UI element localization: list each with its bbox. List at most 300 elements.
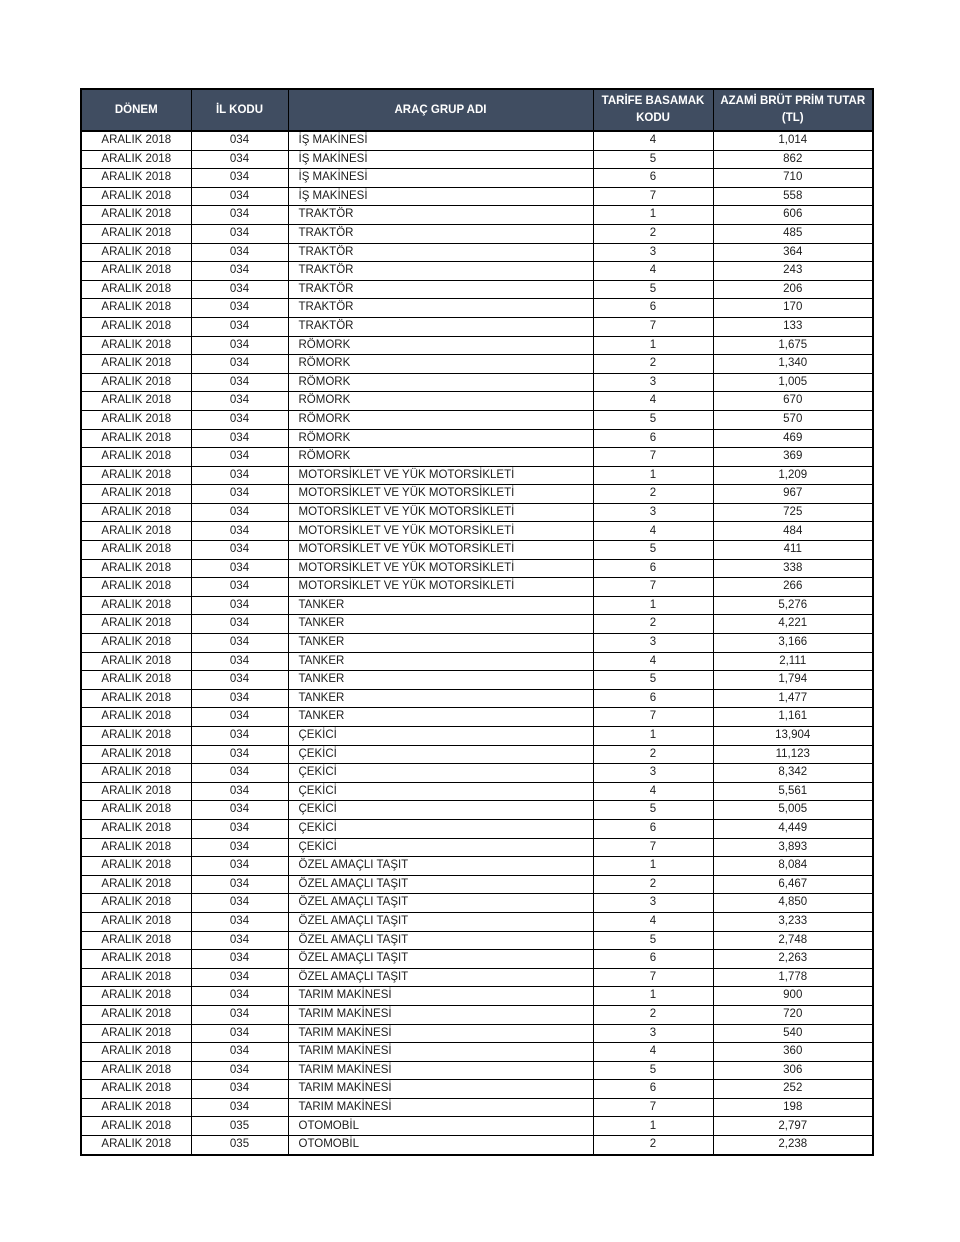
cell-donem: ARALIK 2018 <box>81 857 191 876</box>
table-row <box>81 1061 873 1080</box>
cell-tarife_basamak_kodu: 1 <box>593 1117 713 1136</box>
cell-tarife_basamak_kodu: 6 <box>593 819 713 838</box>
table-row <box>81 1117 873 1136</box>
cell-arac_grup_adi: TANKER <box>288 708 593 727</box>
table-row <box>81 671 873 690</box>
cell-il_kodu: 034 <box>191 559 288 578</box>
cell-donem: ARALIK 2018 <box>81 764 191 783</box>
cell-tarife_basamak_kodu: 3 <box>593 764 713 783</box>
table-row <box>81 410 873 429</box>
cell-il_kodu: 034 <box>191 466 288 485</box>
cell-azami_brut_prim_tutar: 206 <box>713 280 873 299</box>
cell-arac_grup_adi: TARIM MAKİNESİ <box>288 1080 593 1099</box>
table-row <box>81 206 873 225</box>
table-row <box>81 764 873 783</box>
cell-donem: ARALIK 2018 <box>81 1098 191 1117</box>
cell-arac_grup_adi: ÖZEL AMAÇLI TAŞIT <box>288 894 593 913</box>
header-cell-azami-brut-prim-tutar <box>713 89 873 131</box>
cell-donem: ARALIK 2018 <box>81 429 191 448</box>
cell-il_kodu: 034 <box>191 857 288 876</box>
cell-tarife_basamak_kodu: 3 <box>593 634 713 653</box>
cell-tarife_basamak_kodu: 3 <box>593 1024 713 1043</box>
cell-tarife_basamak_kodu: 3 <box>593 503 713 522</box>
cell-azami_brut_prim_tutar: 2,238 <box>713 1136 873 1155</box>
cell-tarife_basamak_kodu: 5 <box>593 150 713 169</box>
cell-il_kodu: 034 <box>191 373 288 392</box>
table-row <box>81 912 873 931</box>
cell-tarife_basamak_kodu: 6 <box>593 429 713 448</box>
cell-arac_grup_adi: TARIM MAKİNESİ <box>288 1098 593 1117</box>
cell-arac_grup_adi: TRAKTÖR <box>288 206 593 225</box>
cell-arac_grup_adi: İŞ MAKİNESİ <box>288 131 593 150</box>
cell-donem: ARALIK 2018 <box>81 280 191 299</box>
cell-arac_grup_adi: ÖZEL AMAÇLI TAŞIT <box>288 968 593 987</box>
cell-donem: ARALIK 2018 <box>81 150 191 169</box>
cell-arac_grup_adi: TRAKTÖR <box>288 243 593 262</box>
table-row <box>81 280 873 299</box>
cell-azami_brut_prim_tutar: 670 <box>713 392 873 411</box>
cell-il_kodu: 034 <box>191 689 288 708</box>
cell-tarife_basamak_kodu: 3 <box>593 894 713 913</box>
cell-arac_grup_adi: RÖMORK <box>288 392 593 411</box>
cell-arac_grup_adi: MOTORSİKLET VE YÜK MOTORSİKLETİ <box>288 559 593 578</box>
table-row <box>81 894 873 913</box>
cell-donem: ARALIK 2018 <box>81 671 191 690</box>
cell-donem: ARALIK 2018 <box>81 243 191 262</box>
cell-tarife_basamak_kodu: 1 <box>593 857 713 876</box>
cell-donem: ARALIK 2018 <box>81 299 191 318</box>
table-row <box>81 578 873 597</box>
cell-tarife_basamak_kodu: 1 <box>593 727 713 746</box>
cell-arac_grup_adi: RÖMORK <box>288 355 593 374</box>
header-label-tarife-basamak: TARİFE BASAMAK <box>601 95 705 108</box>
table-row <box>81 819 873 838</box>
cell-il_kodu: 034 <box>191 838 288 857</box>
cell-donem: ARALIK 2018 <box>81 541 191 560</box>
tariff-table <box>80 88 874 1156</box>
header-cell-il-kodu <box>191 89 288 131</box>
cell-arac_grup_adi: ÇEKİCİ <box>288 801 593 820</box>
table-row <box>81 801 873 820</box>
cell-il_kodu: 034 <box>191 243 288 262</box>
cell-il_kodu: 034 <box>191 541 288 560</box>
cell-azami_brut_prim_tutar: 720 <box>713 1005 873 1024</box>
cell-azami_brut_prim_tutar: 1,340 <box>713 355 873 374</box>
table-row <box>81 448 873 467</box>
cell-arac_grup_adi: TRAKTÖR <box>288 317 593 336</box>
cell-azami_brut_prim_tutar: 4,449 <box>713 819 873 838</box>
cell-tarife_basamak_kodu: 1 <box>593 336 713 355</box>
cell-arac_grup_adi: RÖMORK <box>288 429 593 448</box>
table-row <box>81 1080 873 1099</box>
cell-azami_brut_prim_tutar: 1,005 <box>713 373 873 392</box>
header-cell-donem <box>81 89 191 131</box>
cell-donem: ARALIK 2018 <box>81 894 191 913</box>
cell-azami_brut_prim_tutar: 5,005 <box>713 801 873 820</box>
cell-tarife_basamak_kodu: 4 <box>593 652 713 671</box>
cell-arac_grup_adi: TARIM MAKİNESİ <box>288 1024 593 1043</box>
cell-il_kodu: 034 <box>191 708 288 727</box>
table-row <box>81 373 873 392</box>
cell-il_kodu: 034 <box>191 950 288 969</box>
table-row <box>81 1005 873 1024</box>
cell-arac_grup_adi: ÇEKİCİ <box>288 838 593 857</box>
cell-il_kodu: 034 <box>191 429 288 448</box>
cell-donem: ARALIK 2018 <box>81 1005 191 1024</box>
cell-tarife_basamak_kodu: 1 <box>593 596 713 615</box>
cell-azami_brut_prim_tutar: 2,797 <box>713 1117 873 1136</box>
cell-azami_brut_prim_tutar: 710 <box>713 169 873 188</box>
cell-il_kodu: 034 <box>191 875 288 894</box>
table-row <box>81 838 873 857</box>
cell-donem: ARALIK 2018 <box>81 224 191 243</box>
cell-arac_grup_adi: TRAKTÖR <box>288 280 593 299</box>
table-row <box>81 931 873 950</box>
cell-tarife_basamak_kodu: 6 <box>593 689 713 708</box>
cell-donem: ARALIK 2018 <box>81 578 191 597</box>
cell-azami_brut_prim_tutar: 1,477 <box>713 689 873 708</box>
cell-arac_grup_adi: MOTORSİKLET VE YÜK MOTORSİKLETİ <box>288 541 593 560</box>
cell-tarife_basamak_kodu: 7 <box>593 708 713 727</box>
cell-il_kodu: 034 <box>191 652 288 671</box>
cell-azami_brut_prim_tutar: 469 <box>713 429 873 448</box>
cell-donem: ARALIK 2018 <box>81 131 191 150</box>
cell-tarife_basamak_kodu: 2 <box>593 875 713 894</box>
cell-arac_grup_adi: OTOMOBİL <box>288 1117 593 1136</box>
cell-tarife_basamak_kodu: 5 <box>593 410 713 429</box>
cell-tarife_basamak_kodu: 1 <box>593 987 713 1006</box>
cell-arac_grup_adi: TANKER <box>288 634 593 653</box>
header-label-azami-brut-prim-tutar: AZAMİ BRÜT PRİM TUTAR <box>720 95 866 108</box>
cell-il_kodu: 034 <box>191 522 288 541</box>
cell-azami_brut_prim_tutar: 243 <box>713 262 873 281</box>
cell-il_kodu: 034 <box>191 615 288 634</box>
table-row <box>81 299 873 318</box>
cell-arac_grup_adi: TANKER <box>288 615 593 634</box>
cell-arac_grup_adi: TARIM MAKİNESİ <box>288 1043 593 1062</box>
table-row <box>81 968 873 987</box>
cell-arac_grup_adi: TARIM MAKİNESİ <box>288 1005 593 1024</box>
cell-arac_grup_adi: İŞ MAKİNESİ <box>288 169 593 188</box>
cell-arac_grup_adi: RÖMORK <box>288 448 593 467</box>
cell-arac_grup_adi: OTOMOBİL <box>288 1136 593 1155</box>
cell-arac_grup_adi: ÖZEL AMAÇLI TAŞIT <box>288 875 593 894</box>
table-row <box>81 950 873 969</box>
cell-azami_brut_prim_tutar: 606 <box>713 206 873 225</box>
cell-azami_brut_prim_tutar: 1,161 <box>713 708 873 727</box>
cell-tarife_basamak_kodu: 2 <box>593 355 713 374</box>
cell-il_kodu: 034 <box>191 1061 288 1080</box>
table-row <box>81 727 873 746</box>
cell-azami_brut_prim_tutar: 862 <box>713 150 873 169</box>
cell-il_kodu: 034 <box>191 745 288 764</box>
cell-arac_grup_adi: TRAKTÖR <box>288 224 593 243</box>
cell-azami_brut_prim_tutar: 338 <box>713 559 873 578</box>
cell-tarife_basamak_kodu: 5 <box>593 280 713 299</box>
cell-il_kodu: 034 <box>191 819 288 838</box>
cell-il_kodu: 034 <box>191 1098 288 1117</box>
cell-donem: ARALIK 2018 <box>81 727 191 746</box>
table-row <box>81 875 873 894</box>
cell-arac_grup_adi: ÇEKİCİ <box>288 745 593 764</box>
table-row <box>81 1098 873 1117</box>
table-row <box>81 596 873 615</box>
cell-donem: ARALIK 2018 <box>81 689 191 708</box>
cell-donem: ARALIK 2018 <box>81 819 191 838</box>
cell-tarife_basamak_kodu: 2 <box>593 745 713 764</box>
cell-il_kodu: 034 <box>191 596 288 615</box>
cell-il_kodu: 034 <box>191 150 288 169</box>
cell-azami_brut_prim_tutar: 485 <box>713 224 873 243</box>
cell-azami_brut_prim_tutar: 369 <box>713 448 873 467</box>
cell-arac_grup_adi: TRAKTÖR <box>288 262 593 281</box>
cell-il_kodu: 034 <box>191 634 288 653</box>
cell-azami_brut_prim_tutar: 570 <box>713 410 873 429</box>
table-row <box>81 429 873 448</box>
cell-tarife_basamak_kodu: 6 <box>593 169 713 188</box>
table-row <box>81 187 873 206</box>
cell-il_kodu: 034 <box>191 485 288 504</box>
table-row <box>81 169 873 188</box>
cell-tarife_basamak_kodu: 7 <box>593 1098 713 1117</box>
cell-donem: ARALIK 2018 <box>81 1043 191 1062</box>
cell-tarife_basamak_kodu: 5 <box>593 541 713 560</box>
table-row <box>81 392 873 411</box>
cell-azami_brut_prim_tutar: 5,276 <box>713 596 873 615</box>
cell-arac_grup_adi: ÖZEL AMAÇLI TAŞIT <box>288 857 593 876</box>
header-cell-tarife-basamak-kodu <box>593 89 713 131</box>
cell-donem: ARALIK 2018 <box>81 317 191 336</box>
cell-donem: ARALIK 2018 <box>81 968 191 987</box>
cell-il_kodu: 034 <box>191 912 288 931</box>
cell-il_kodu: 034 <box>191 968 288 987</box>
cell-azami_brut_prim_tutar: 725 <box>713 503 873 522</box>
cell-donem: ARALIK 2018 <box>81 466 191 485</box>
cell-tarife_basamak_kodu: 4 <box>593 392 713 411</box>
cell-il_kodu: 034 <box>191 410 288 429</box>
cell-arac_grup_adi: ÇEKİCİ <box>288 819 593 838</box>
cell-tarife_basamak_kodu: 4 <box>593 1043 713 1062</box>
cell-donem: ARALIK 2018 <box>81 615 191 634</box>
cell-azami_brut_prim_tutar: 967 <box>713 485 873 504</box>
cell-arac_grup_adi: RÖMORK <box>288 373 593 392</box>
cell-tarife_basamak_kodu: 2 <box>593 485 713 504</box>
cell-tarife_basamak_kodu: 7 <box>593 578 713 597</box>
cell-donem: ARALIK 2018 <box>81 522 191 541</box>
cell-il_kodu: 034 <box>191 987 288 1006</box>
cell-arac_grup_adi: ÖZEL AMAÇLI TAŞIT <box>288 931 593 950</box>
cell-il_kodu: 034 <box>191 1080 288 1099</box>
cell-arac_grup_adi: TANKER <box>288 596 593 615</box>
header-sublabel-tl: (TL) <box>781 112 804 124</box>
cell-azami_brut_prim_tutar: 1,794 <box>713 671 873 690</box>
cell-tarife_basamak_kodu: 7 <box>593 317 713 336</box>
cell-donem: ARALIK 2018 <box>81 262 191 281</box>
cell-donem: ARALIK 2018 <box>81 485 191 504</box>
cell-tarife_basamak_kodu: 3 <box>593 373 713 392</box>
header-label-arac-grup-adi: ARAÇ GRUP ADI <box>394 103 487 116</box>
cell-azami_brut_prim_tutar: 1,014 <box>713 131 873 150</box>
cell-il_kodu: 035 <box>191 1117 288 1136</box>
cell-arac_grup_adi: MOTORSİKLET VE YÜK MOTORSİKLETİ <box>288 503 593 522</box>
table-row <box>81 987 873 1006</box>
cell-azami_brut_prim_tutar: 1,675 <box>713 336 873 355</box>
cell-azami_brut_prim_tutar: 540 <box>713 1024 873 1043</box>
cell-il_kodu: 034 <box>191 671 288 690</box>
table-row <box>81 634 873 653</box>
table-header-row <box>81 89 873 131</box>
cell-il_kodu: 034 <box>191 931 288 950</box>
cell-azami_brut_prim_tutar: 4,850 <box>713 894 873 913</box>
cell-il_kodu: 034 <box>191 727 288 746</box>
table-row <box>81 1136 873 1155</box>
cell-donem: ARALIK 2018 <box>81 652 191 671</box>
cell-azami_brut_prim_tutar: 306 <box>713 1061 873 1080</box>
cell-tarife_basamak_kodu: 7 <box>593 448 713 467</box>
cell-donem: ARALIK 2018 <box>81 596 191 615</box>
table-row <box>81 224 873 243</box>
cell-tarife_basamak_kodu: 3 <box>593 243 713 262</box>
table-row <box>81 1024 873 1043</box>
cell-donem: ARALIK 2018 <box>81 559 191 578</box>
table-row <box>81 559 873 578</box>
cell-tarife_basamak_kodu: 2 <box>593 224 713 243</box>
cell-arac_grup_adi: ÖZEL AMAÇLI TAŞIT <box>288 912 593 931</box>
cell-il_kodu: 034 <box>191 317 288 336</box>
cell-azami_brut_prim_tutar: 4,221 <box>713 615 873 634</box>
cell-azami_brut_prim_tutar: 5,561 <box>713 782 873 801</box>
cell-arac_grup_adi: İŞ MAKİNESİ <box>288 187 593 206</box>
table-body <box>81 131 873 1155</box>
table-row <box>81 541 873 560</box>
cell-il_kodu: 034 <box>191 280 288 299</box>
cell-donem: ARALIK 2018 <box>81 950 191 969</box>
table-row <box>81 689 873 708</box>
cell-donem: ARALIK 2018 <box>81 169 191 188</box>
cell-il_kodu: 035 <box>191 1136 288 1155</box>
cell-donem: ARALIK 2018 <box>81 801 191 820</box>
cell-tarife_basamak_kodu: 2 <box>593 1005 713 1024</box>
cell-azami_brut_prim_tutar: 3,166 <box>713 634 873 653</box>
cell-arac_grup_adi: MOTORSİKLET VE YÜK MOTORSİKLETİ <box>288 466 593 485</box>
table-row <box>81 745 873 764</box>
cell-il_kodu: 034 <box>191 1005 288 1024</box>
table-row <box>81 317 873 336</box>
cell-azami_brut_prim_tutar: 360 <box>713 1043 873 1062</box>
cell-il_kodu: 034 <box>191 764 288 783</box>
cell-tarife_basamak_kodu: 5 <box>593 801 713 820</box>
cell-arac_grup_adi: TANKER <box>288 652 593 671</box>
cell-azami_brut_prim_tutar: 13,904 <box>713 727 873 746</box>
table-row <box>81 336 873 355</box>
cell-donem: ARALIK 2018 <box>81 912 191 931</box>
cell-donem: ARALIK 2018 <box>81 392 191 411</box>
table-row <box>81 708 873 727</box>
cell-azami_brut_prim_tutar: 900 <box>713 987 873 1006</box>
cell-donem: ARALIK 2018 <box>81 206 191 225</box>
cell-il_kodu: 034 <box>191 206 288 225</box>
cell-arac_grup_adi: RÖMORK <box>288 336 593 355</box>
cell-arac_grup_adi: ÖZEL AMAÇLI TAŞIT <box>288 950 593 969</box>
cell-il_kodu: 034 <box>191 782 288 801</box>
cell-tarife_basamak_kodu: 6 <box>593 299 713 318</box>
cell-arac_grup_adi: TRAKTÖR <box>288 299 593 318</box>
cell-donem: ARALIK 2018 <box>81 503 191 522</box>
cell-il_kodu: 034 <box>191 262 288 281</box>
cell-arac_grup_adi: RÖMORK <box>288 410 593 429</box>
cell-il_kodu: 034 <box>191 169 288 188</box>
cell-il_kodu: 034 <box>191 894 288 913</box>
cell-donem: ARALIK 2018 <box>81 1080 191 1099</box>
table-row <box>81 503 873 522</box>
cell-tarife_basamak_kodu: 2 <box>593 615 713 634</box>
cell-azami_brut_prim_tutar: 198 <box>713 1098 873 1117</box>
table-row <box>81 857 873 876</box>
cell-arac_grup_adi: ÇEKİCİ <box>288 727 593 746</box>
cell-arac_grup_adi: TARIM MAKİNESİ <box>288 1061 593 1080</box>
cell-azami_brut_prim_tutar: 3,233 <box>713 912 873 931</box>
cell-tarife_basamak_kodu: 6 <box>593 1080 713 1099</box>
cell-donem: ARALIK 2018 <box>81 373 191 392</box>
cell-tarife_basamak_kodu: 5 <box>593 1061 713 1080</box>
cell-azami_brut_prim_tutar: 170 <box>713 299 873 318</box>
cell-azami_brut_prim_tutar: 8,342 <box>713 764 873 783</box>
table-row <box>81 782 873 801</box>
cell-il_kodu: 034 <box>191 1024 288 1043</box>
cell-azami_brut_prim_tutar: 2,263 <box>713 950 873 969</box>
cell-donem: ARALIK 2018 <box>81 931 191 950</box>
cell-tarife_basamak_kodu: 4 <box>593 262 713 281</box>
table-row <box>81 150 873 169</box>
cell-azami_brut_prim_tutar: 252 <box>713 1080 873 1099</box>
cell-donem: ARALIK 2018 <box>81 1136 191 1155</box>
cell-azami_brut_prim_tutar: 1,209 <box>713 466 873 485</box>
cell-tarife_basamak_kodu: 5 <box>593 671 713 690</box>
cell-donem: ARALIK 2018 <box>81 448 191 467</box>
cell-azami_brut_prim_tutar: 6,467 <box>713 875 873 894</box>
table-row <box>81 615 873 634</box>
cell-azami_brut_prim_tutar: 8,084 <box>713 857 873 876</box>
table-row <box>81 262 873 281</box>
header-label-donem: DÖNEM <box>114 103 158 116</box>
cell-tarife_basamak_kodu: 6 <box>593 559 713 578</box>
cell-azami_brut_prim_tutar: 3,893 <box>713 838 873 857</box>
table-row <box>81 1043 873 1062</box>
cell-il_kodu: 034 <box>191 578 288 597</box>
cell-arac_grup_adi: TARIM MAKİNESİ <box>288 987 593 1006</box>
header-sublabel-kodu: KODU <box>636 112 670 124</box>
cell-azami_brut_prim_tutar: 2,748 <box>713 931 873 950</box>
cell-azami_brut_prim_tutar: 364 <box>713 243 873 262</box>
header-label-il-kodu: İL KODU <box>215 103 264 116</box>
cell-tarife_basamak_kodu: 7 <box>593 838 713 857</box>
table-row <box>81 466 873 485</box>
cell-arac_grup_adi: TANKER <box>288 671 593 690</box>
cell-tarife_basamak_kodu: 4 <box>593 782 713 801</box>
table-row <box>81 243 873 262</box>
cell-donem: ARALIK 2018 <box>81 987 191 1006</box>
cell-tarife_basamak_kodu: 1 <box>593 206 713 225</box>
cell-donem: ARALIK 2018 <box>81 708 191 727</box>
table-row <box>81 522 873 541</box>
cell-arac_grup_adi: MOTORSİKLET VE YÜK MOTORSİKLETİ <box>288 485 593 504</box>
cell-azami_brut_prim_tutar: 411 <box>713 541 873 560</box>
cell-arac_grup_adi: MOTORSİKLET VE YÜK MOTORSİKLETİ <box>288 578 593 597</box>
cell-tarife_basamak_kodu: 5 <box>593 931 713 950</box>
cell-donem: ARALIK 2018 <box>81 187 191 206</box>
cell-azami_brut_prim_tutar: 484 <box>713 522 873 541</box>
cell-il_kodu: 034 <box>191 336 288 355</box>
